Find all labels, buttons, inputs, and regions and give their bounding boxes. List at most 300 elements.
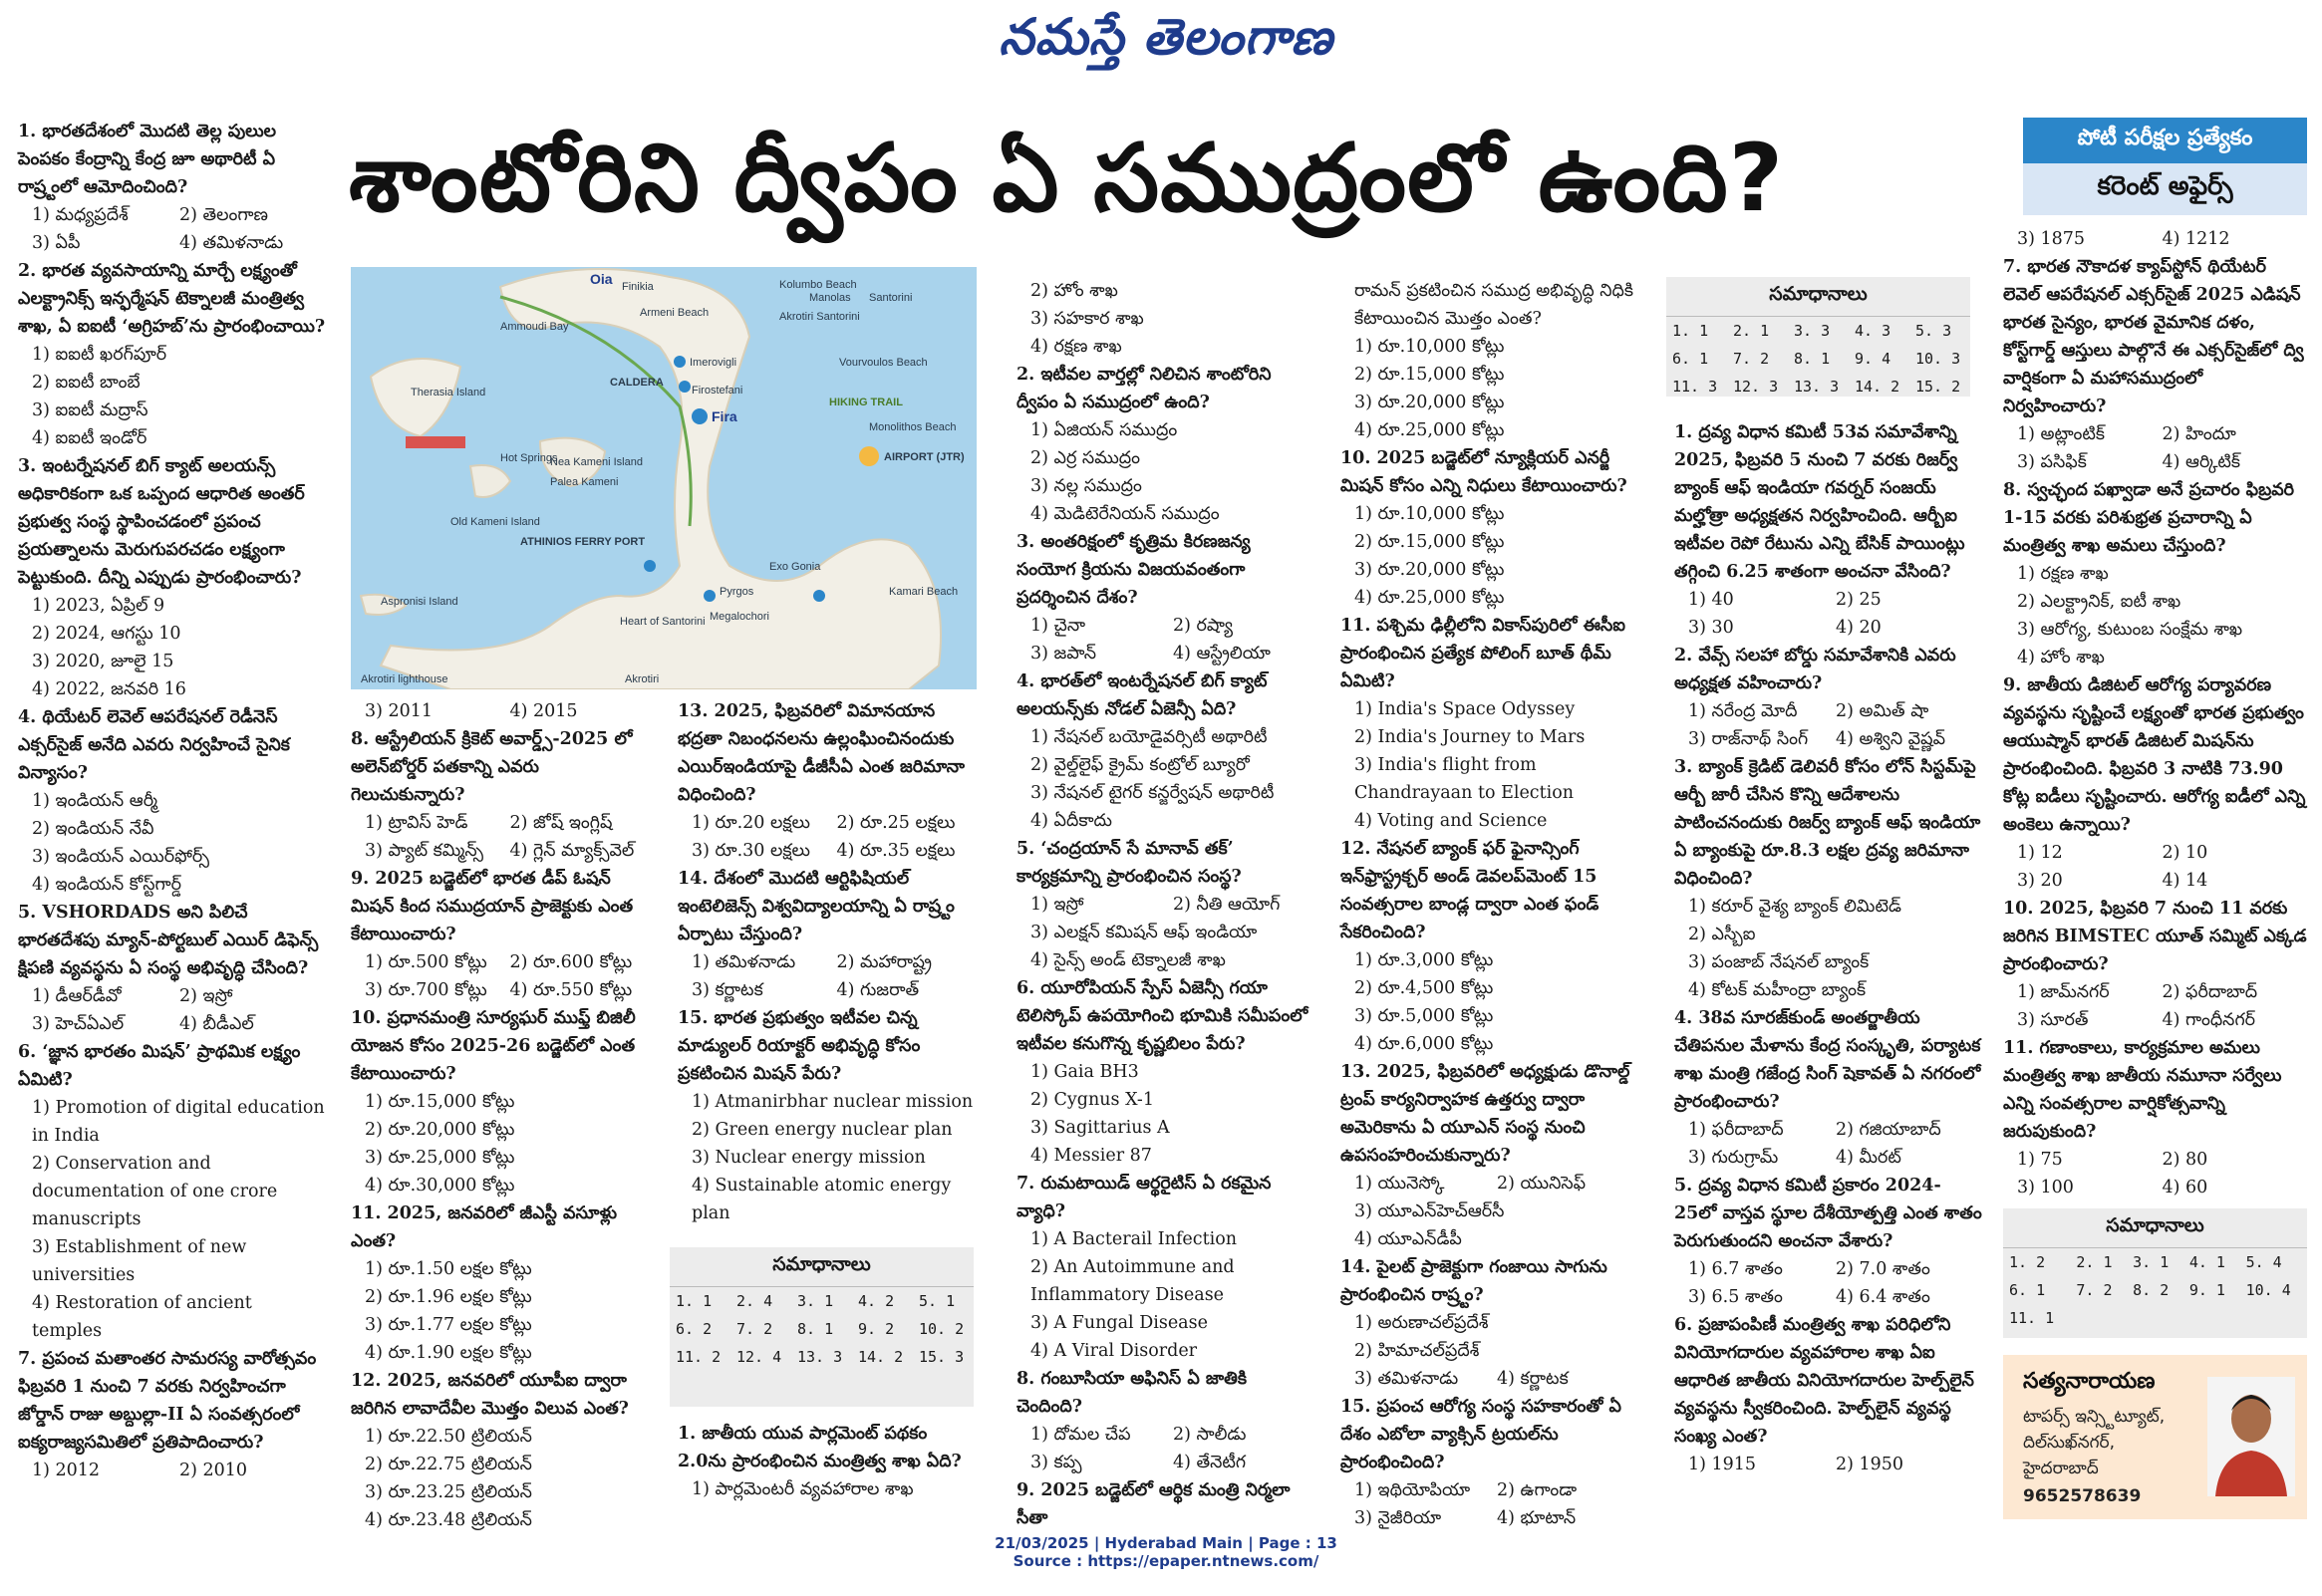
author-city: హైదరాబాద్ bbox=[2023, 1459, 2099, 1478]
author-photo bbox=[2207, 1377, 2295, 1496]
answer-cell: 15. 2 bbox=[1915, 378, 1961, 396]
question bbox=[18, 1345, 327, 1484]
option: 4) మెడిటెరేనియన్ సముద్రం bbox=[1030, 504, 1220, 524]
option-row bbox=[351, 837, 655, 865]
option-row bbox=[1340, 361, 1639, 389]
option: 2) జోష్ ఇంగ్లిష్ bbox=[509, 813, 613, 833]
option-row bbox=[2003, 1006, 2307, 1034]
option: 2) ఎలక్ట్రానిక్, ఐటీ శాఖ bbox=[2017, 592, 2181, 612]
option: 1) రూ.1.50 లక్షల కోట్లు bbox=[365, 1259, 532, 1279]
option-row bbox=[18, 843, 327, 871]
answers-row bbox=[670, 1343, 974, 1371]
map-label: Old Kameni Island bbox=[450, 516, 540, 528]
option-row bbox=[351, 1506, 655, 1534]
option: 4) హోం శాఖ bbox=[2017, 648, 2105, 667]
option: 4) ఐఐటీ ఇండోర్ bbox=[32, 428, 147, 448]
option-row bbox=[18, 787, 327, 815]
option: 4) మీరట్ bbox=[1836, 1148, 1901, 1168]
question-text: 14. దేశంలో మొదటి ఆర్టిఫిషియల్ ఇంటెలిజెన్స్ విశ్వవిద్యాలయాన్ని ఏ రాష్ర్టం ఏర్పాటు చేస్తుంది? bbox=[678, 869, 955, 944]
option: 1) Promotion of digital education in India bbox=[32, 1098, 325, 1146]
option-row bbox=[1674, 893, 1983, 921]
option: 3) రూ.1.77 లక్షల కోట్లు bbox=[365, 1315, 532, 1335]
map-label: Akrotiri Santorini bbox=[779, 311, 860, 323]
option-row bbox=[351, 1088, 655, 1116]
option-row bbox=[351, 1283, 655, 1311]
map-label: Kolumbo Beach bbox=[779, 279, 857, 291]
option-row bbox=[678, 837, 982, 865]
option-row bbox=[1016, 1086, 1315, 1114]
option: 4) 14 bbox=[2162, 871, 2208, 891]
option-row bbox=[1016, 751, 1315, 779]
option: 2) రూ.25 లక్షలు bbox=[836, 813, 956, 833]
question bbox=[678, 865, 982, 1004]
option-row bbox=[1340, 1476, 1639, 1504]
option-row bbox=[1340, 723, 1639, 751]
question bbox=[2003, 476, 2307, 671]
answer-cell bbox=[2127, 1304, 2183, 1332]
option-row bbox=[351, 809, 655, 837]
option: 3) Nuclear energy mission bbox=[692, 1148, 926, 1168]
map-label: HIKING TRAIL bbox=[829, 397, 903, 408]
column-4 bbox=[1016, 277, 1315, 1532]
option: 2) India's Journey to Mars bbox=[1354, 727, 1586, 747]
option-row bbox=[1016, 640, 1315, 667]
map-label: Finikia bbox=[622, 281, 654, 293]
question-text: 6. యూరోపియన్ స్పేస్ ఏజెన్సీ గయా టెలిస్కోప్ ఉపయోగించి భూమికి సమీపంలో ఇటీవల కనుగొన్న కృష్ణబిలం పేరు? bbox=[1016, 978, 1308, 1054]
option: 1) 12 bbox=[2017, 843, 2063, 863]
option: 2) 25 bbox=[1836, 590, 1882, 610]
option: 4) గుజరాత్ bbox=[836, 980, 920, 1000]
answer-cell: 2. 1 bbox=[1733, 322, 1770, 340]
option: 4) 2022, జనవరి 16 bbox=[32, 679, 186, 699]
option-row bbox=[18, 648, 327, 675]
option: 2) రూ.600 కోట్లు bbox=[509, 952, 633, 972]
answer-cell: 15. 3 bbox=[919, 1348, 965, 1366]
person-photo-icon bbox=[2207, 1377, 2295, 1496]
option: 1) 2012 bbox=[32, 1461, 101, 1480]
answer-cell: 10. 3 bbox=[1915, 350, 1961, 368]
question-text: 7. రుమటాయిడ్ ఆర్థరైటిస్ ఏ రకమైన వ్యాధి? bbox=[1016, 1174, 1272, 1221]
option: 1) తమిళనాడు bbox=[692, 952, 796, 972]
option-row bbox=[2003, 420, 2307, 448]
answers-table bbox=[670, 1287, 974, 1371]
column-3 bbox=[678, 697, 982, 1227]
option: 1) A Bacterail Infection bbox=[1030, 1229, 1238, 1249]
question bbox=[1674, 418, 1983, 642]
question bbox=[678, 697, 982, 865]
map-label: Manolas bbox=[809, 292, 851, 304]
map-label: Firostefani bbox=[692, 385, 743, 397]
answers-row bbox=[670, 1287, 974, 1315]
option-row bbox=[18, 201, 327, 229]
map-label: Imerovigli bbox=[690, 357, 737, 369]
option: 1) 6.7 శాతం bbox=[1688, 1259, 1783, 1279]
answer-cell: 11. 1 bbox=[2009, 1309, 2055, 1327]
question bbox=[1340, 835, 1639, 1058]
option-row bbox=[1340, 1225, 1639, 1253]
option: 2) వైల్డ్‌లైఫ్ క్రైమ్ కంట్రోల్ బ్యూరో bbox=[1030, 755, 1250, 775]
option: 4) గాంధీనగర్ bbox=[2162, 1010, 2256, 1030]
question-text: 7. భారత నౌకాదళ క్యాప్‌స్టోన్ థియేటర్ లెవెల్ ఆపరేషనల్ ఎక్సర్‌సైజ్ 2025 ఎడిషన్ భారత సైన్యం, భారత వైమానిక దళం, కోస్ట్‌గార్డ్ ఆస్తులు పాల్గొనే ఈ ఎక్సర్‌సైజ్‌లో ద్వి వార్షికంగా ఏ మహాసముద్రంలో నిర్వహించారు? bbox=[2003, 257, 2304, 416]
option: 1) ఫరీదాబాద్ bbox=[1688, 1120, 1784, 1140]
masthead-logo: నమస్తే తెలంగాణ bbox=[999, 8, 1333, 66]
question-text: 8. గంబూసియా అఫినిస్ ఏ జాతికి చెందింది? bbox=[1016, 1369, 1247, 1417]
option-row bbox=[1340, 277, 1639, 333]
question bbox=[1016, 361, 1315, 528]
question bbox=[18, 257, 327, 452]
question-text: 9. జాతీయ డిజిటల్ ఆరోగ్య పర్యావరణ వ్యవస్థను సృష్టించే లక్ష్యంతో భారత ప్రభుత్వం ఆయుష్మాన్ భారత్ డిజిటల్ మిషన్‌ను ప్రారంభించింది. ఫిబ్రవరి 3 నాటికి 73.90 కోట్ల ఐడీలు సృష్టించారు. ఆరోగ్య ఐడీలో ఎన్ని అంకెలు ఉన్నాయి? bbox=[2003, 675, 2306, 835]
answer-cell: 3. 1 bbox=[797, 1292, 834, 1310]
option-row bbox=[1016, 807, 1315, 835]
answers-table bbox=[1666, 317, 1970, 400]
question-text: 13. 2025, ఫిబ్రవరిలో విమానయాన భద్రతా నిబంధనలను ఉల్లంఘించినందుకు ఎయిర్‌ఇండియాపై డీజీసీఏ ఎంత జరిమానా విధించింది? bbox=[678, 701, 965, 805]
option-row bbox=[18, 369, 327, 397]
option: 1) అరుణాచల్‌ప్రదేశ్ bbox=[1354, 1313, 1489, 1333]
option: 2) Cygnus X-1 bbox=[1030, 1090, 1154, 1110]
column-7 bbox=[2003, 225, 2307, 1201]
answer-cell: 13. 3 bbox=[797, 1348, 843, 1366]
question-text: 4. 38వ సూరజ్‌కుండ్ అంతర్జాతీయ చేతిపనుల మేళాను కేంద్ర సంస్కృతి, పర్యాటక శాఖ మంత్రి గజేంద్ర సింగ్ షెకావత్ ఏ నగరంలో ప్రారంభించారు? bbox=[1674, 1008, 1981, 1112]
question bbox=[2003, 253, 2307, 476]
option-row bbox=[1340, 1309, 1639, 1337]
answer-cell bbox=[2240, 1304, 2307, 1332]
option: 3) రాజ్‌నాథ్ సింగ్ bbox=[1688, 729, 1809, 749]
option: 3) ఇండియన్ ఎయిర్‌ఫోర్స్ bbox=[32, 847, 210, 867]
answer-cell bbox=[2070, 1304, 2127, 1332]
option: 1) రూ.10,000 కోట్లు bbox=[1354, 504, 1505, 524]
option: 4) తమిళనాడు bbox=[179, 233, 284, 253]
option: 4) Sustainable atomic energy plan bbox=[692, 1176, 952, 1223]
option-row bbox=[1674, 1255, 1983, 1283]
option-row bbox=[351, 1116, 655, 1144]
answers-row bbox=[1666, 345, 1970, 373]
answer-cell: 8. 1 bbox=[797, 1320, 834, 1338]
option: 3) 6.5 శాతం bbox=[1688, 1287, 1783, 1307]
option: 4) Voting and Science bbox=[1354, 811, 1548, 831]
question-text: 1. భారతదేశంలో మొదటి తెల్ల పులుల పెంపకం కేంద్రాన్ని కేంద్ర జూ అథారిటీ ఏ రాష్ర్టంలో ఆమోదించింది? bbox=[18, 122, 277, 197]
option-row bbox=[2003, 839, 2307, 867]
map-label: Pyrgos bbox=[720, 586, 754, 598]
option: 4) 60 bbox=[2162, 1178, 2208, 1197]
option: 4) A Viral Disorder bbox=[1030, 1341, 1198, 1361]
option-row bbox=[1016, 1337, 1315, 1365]
option: 1) జామ్‌నగర్ bbox=[2017, 982, 2110, 1002]
question bbox=[678, 1420, 982, 1503]
option-row bbox=[1016, 919, 1315, 946]
map-label: Kamari Beach bbox=[889, 586, 959, 598]
question bbox=[351, 725, 655, 865]
option: 4) 2015 bbox=[509, 701, 578, 721]
option: 2) ఫరీదాబాద్ bbox=[2162, 982, 2258, 1002]
question bbox=[2003, 671, 2307, 895]
option: 4) సైన్స్ అండ్ టెక్నాలజీ శాఖ bbox=[1030, 950, 1226, 970]
option: 2) An Autoimmune and Inflammatory Disease bbox=[1030, 1257, 1235, 1305]
option: 2) 10 bbox=[2162, 843, 2208, 863]
answer-cell: 5. 1 bbox=[919, 1292, 956, 1310]
column-6 bbox=[1674, 418, 1983, 1478]
question-text: 2. ఇటీవల వార్తల్లో నిలిచిన శాంటోరిని ద్వీపం ఏ సముద్రంలో ఉంది? bbox=[1016, 365, 1272, 412]
option: 3) నైజీరియా bbox=[1354, 1508, 1442, 1528]
option-row bbox=[1340, 1337, 1639, 1365]
question bbox=[351, 865, 655, 1004]
option-row bbox=[351, 697, 655, 725]
option: 1) దోమల చేప bbox=[1030, 1425, 1131, 1445]
option-row bbox=[1340, 1030, 1639, 1058]
option-row bbox=[1340, 500, 1639, 528]
question bbox=[1016, 528, 1315, 667]
option: 3) నల్ల సముద్రం bbox=[1030, 476, 1142, 496]
option: 2) ఉగాండా bbox=[1497, 1480, 1578, 1500]
option: 1) డీఆర్‌డీవో bbox=[32, 986, 122, 1006]
answer-cell: 4. 1 bbox=[2188, 1253, 2225, 1271]
question bbox=[1016, 974, 1315, 1170]
option: 3) పంజాబ్ నేషనల్ బ్యాంక్ bbox=[1688, 952, 1870, 972]
option: 3) జపాన్ bbox=[1030, 644, 1097, 664]
question bbox=[351, 1004, 655, 1199]
option-row bbox=[1016, 333, 1315, 361]
option-row bbox=[18, 675, 327, 703]
option: 3) ఎలక్షన్ కమిషన్ ఆఫ్ ఇండియా bbox=[1030, 923, 1258, 942]
question-text: 9. 2025 బడ్జెట్‌లో ఆర్థిక మంత్రి నిర్మలా సీతా bbox=[1016, 1480, 1291, 1528]
question bbox=[1016, 1365, 1315, 1476]
option: 3) ప్యాట్ కమ్మిన్స్ bbox=[365, 841, 483, 861]
option: 2) రూ.4,500 కోట్లు bbox=[1354, 978, 1494, 998]
option-row bbox=[1016, 1114, 1315, 1142]
option: 4) అశ్విని వైష్ణవ్ bbox=[1836, 729, 1946, 749]
map-label: Therasia Island bbox=[411, 387, 486, 399]
option-row bbox=[18, 424, 327, 452]
option-row bbox=[678, 948, 982, 976]
option: 3) India's flight from Chandrayaan to Election bbox=[1354, 755, 1575, 803]
option: 1) Atmanirbhar nuclear mission bbox=[692, 1092, 974, 1112]
answer-cell: 10. 2 bbox=[919, 1320, 965, 1338]
option-row bbox=[1340, 1170, 1639, 1197]
option-row bbox=[1016, 444, 1315, 472]
option: 3) 2011 bbox=[365, 701, 434, 721]
answers-heading: సమాధానాలు bbox=[670, 1247, 974, 1287]
answer-cell: 4. 3 bbox=[1855, 322, 1891, 340]
option-row bbox=[1016, 1253, 1315, 1309]
option-row bbox=[1016, 500, 1315, 528]
option-row bbox=[1340, 584, 1639, 612]
option-row bbox=[1016, 723, 1315, 751]
option: 4) రూ.550 కోట్లు bbox=[509, 980, 633, 1000]
option-row bbox=[678, 1475, 982, 1503]
option-row bbox=[1674, 614, 1983, 642]
badge-line1: పోటీ పరీక్షల ప్రత్యేకం bbox=[2023, 118, 2307, 163]
map-label: Akrotiri bbox=[625, 673, 660, 685]
option-row bbox=[1674, 948, 1983, 976]
option-row bbox=[1016, 946, 1315, 974]
option-row bbox=[1016, 1449, 1315, 1476]
option: 2) రూ.20,000 కోట్లు bbox=[365, 1120, 515, 1140]
option: 1) India's Space Odyssey bbox=[1354, 699, 1576, 719]
option-row bbox=[678, 1172, 982, 1227]
option-row bbox=[1674, 921, 1983, 948]
option: 3) రూ.20,000 కోట్లు bbox=[1354, 393, 1505, 412]
option-row bbox=[2003, 616, 2307, 644]
option: 1) రూ.3,000 కోట్లు bbox=[1354, 950, 1494, 970]
option: 1) నరేంద్ర మోదీ bbox=[1688, 701, 1798, 721]
column-1 bbox=[18, 118, 327, 1484]
option: 4) గ్లెన్ మ్యాక్స్‌వెల్ bbox=[509, 841, 635, 861]
question-text: 5. ద్రవ్య విధాన కమిటీ ప్రకారం 2024-25లో వాస్తవ స్థూల దేశీయోత్పత్తి ఎంత శాతం పెరుగుతుందని అంచనా వేశారు? bbox=[1674, 1176, 1982, 1251]
question bbox=[18, 899, 327, 1038]
option: 1) రూ.10,000 కోట్లు bbox=[1354, 337, 1505, 357]
option: 3) గురుగ్రామ్ bbox=[1688, 1148, 1779, 1168]
option: 4) రూ.23.48 ట్రిలియన్ bbox=[365, 1510, 532, 1530]
santorini-map bbox=[351, 267, 977, 689]
answer-cell: 14. 2 bbox=[1855, 378, 1900, 396]
footer-line2: Source : https://epaper.ntnews.com/ bbox=[1013, 1552, 1319, 1570]
option: 1) ఇస్రో bbox=[1030, 895, 1084, 915]
footer-line1: 21/03/2025 | Hyderabad Main | Page : 13 bbox=[995, 1534, 1337, 1552]
option: 2) 2010 bbox=[179, 1461, 248, 1480]
option: 1) ఏజియన్ సముద్రం bbox=[1030, 420, 1178, 440]
option: 3) పసిఫిక్ bbox=[2017, 452, 2087, 472]
option-row bbox=[2003, 588, 2307, 616]
option: 3) ఐఐటీ మద్రాస్ bbox=[32, 400, 148, 420]
map-label: Santorini bbox=[869, 292, 913, 304]
option-row bbox=[18, 815, 327, 843]
option-row bbox=[351, 1423, 655, 1451]
option: 3) ఆరోగ్య, కుటుంబ సంక్షేమ శాఖ bbox=[2017, 620, 2243, 640]
option: 1) ఇథియోపియా bbox=[1354, 1480, 1471, 1500]
option-row bbox=[18, 1094, 327, 1150]
answer-cell: 1. 1 bbox=[1672, 322, 1709, 340]
option-row bbox=[1340, 751, 1639, 807]
option: 2) యునిసెఫ్ bbox=[1497, 1174, 1587, 1194]
option-row bbox=[2003, 225, 2307, 253]
question bbox=[678, 1004, 982, 1227]
option-row bbox=[2003, 867, 2307, 895]
option: 1) మధ్యప్రదేశ్ bbox=[32, 205, 129, 225]
question bbox=[1340, 444, 1639, 612]
question bbox=[18, 118, 327, 257]
option: 4) 1212 bbox=[2162, 229, 2230, 249]
answer-cell: 4. 2 bbox=[858, 1292, 895, 1310]
option-row bbox=[351, 1172, 655, 1199]
option-row bbox=[18, 1150, 327, 1233]
section-badge bbox=[2023, 118, 2307, 215]
option: 3) రూ.5,000 కోట్లు bbox=[1354, 1006, 1494, 1026]
author-institute: టాపర్స్ ఇన్స్టిట్యూట్, bbox=[2023, 1407, 2166, 1427]
option: 3) యూఎన్‌హెచ్‌ఆర్‌సీ bbox=[1354, 1201, 1505, 1221]
option-row bbox=[1340, 1365, 1639, 1393]
option-row bbox=[2003, 1146, 2307, 1174]
option: 1) రక్షణ శాఖ bbox=[2017, 564, 2109, 584]
answer-cell: 11. 2 bbox=[676, 1348, 722, 1366]
option: 4) Messier 87 bbox=[1030, 1146, 1152, 1166]
headline: శాంటోరిని ద్వీపం ఏ సముద్రంలో ఉంది? bbox=[349, 125, 1785, 233]
option: 2) ఇస్రో bbox=[179, 986, 233, 1006]
map-label: Exo Gonia bbox=[769, 561, 821, 573]
question-text: 4. భారత్‌లో ఇంటర్నేషనల్ బిగ్ క్యాట్ అలయన్స్‌కు నోడల్ ఏజెన్సీ ఏది? bbox=[1016, 671, 1268, 719]
option-row bbox=[1016, 1058, 1315, 1086]
option: 1) ఐఐటీ ఖరగ్‌పూర్ bbox=[32, 345, 167, 365]
question-text: 3. ఇంటర్నేషనల్ బిగ్ క్యాట్ అలయన్స్ అధికారికంగా ఒక ఒప్పంద ఆధారిత అంతర్ ప్రభుత్వ సంస్థ స్థాపించడంలో ప్రపంచ ప్రయత్నాలను మెరుగుపరచడం లక్ష్యంగా పెట్టుకుంది. దీన్ని ఎప్పుడు ప్రారంభించారు? bbox=[18, 456, 305, 588]
option-row bbox=[1340, 695, 1639, 723]
option-row bbox=[1016, 891, 1315, 919]
option-row bbox=[18, 229, 327, 257]
answer-cell: 9. 2 bbox=[858, 1320, 895, 1338]
answer-cell bbox=[2183, 1304, 2240, 1332]
option: 3) 1875 bbox=[2017, 229, 2086, 249]
option: 2) హిమాచల్‌ప్రదేశ్ bbox=[1354, 1341, 1480, 1361]
author-area: దిల్‌సుఖ్‌నగర్, bbox=[2023, 1433, 2116, 1453]
answer-cell: 9. 4 bbox=[1855, 350, 1891, 368]
option-row bbox=[1340, 389, 1639, 416]
option: 4) ఆస్ట్రేలియా bbox=[1173, 644, 1271, 664]
option: 2) నీతి ఆయోగ్ bbox=[1173, 895, 1281, 915]
option: 3) నేషనల్ టైగర్ కన్జర్వేషన్ అథారిటీ bbox=[1030, 783, 1275, 803]
question bbox=[1016, 1170, 1315, 1365]
option-row bbox=[2003, 1174, 2307, 1201]
option: 2) రూ.15,000 కోట్లు bbox=[1354, 365, 1505, 385]
option-row bbox=[678, 1144, 982, 1172]
option: 2) మహారాష్ట్ర bbox=[836, 952, 933, 972]
option-row bbox=[1016, 1225, 1315, 1253]
answers-table bbox=[2003, 1248, 2307, 1332]
answer-cell: 7. 2 bbox=[2076, 1281, 2113, 1299]
option-row bbox=[1674, 1451, 1983, 1478]
option-row bbox=[351, 1144, 655, 1172]
question bbox=[1340, 612, 1639, 835]
option: 3) తమిళనాడు bbox=[1354, 1369, 1459, 1389]
option: 2) రూ.1.96 లక్షల కోట్లు bbox=[365, 1287, 532, 1307]
option-row bbox=[18, 620, 327, 648]
option-row bbox=[18, 871, 327, 899]
author-phone: 9652578639 bbox=[2023, 1486, 2142, 1506]
question-text: 10. ప్రధానమంత్రి సూర్యఘర్ ముఫ్త్ బిజిలీ యోజన కోసం 2025-26 బడ్జెట్‌లో ఎంత కేటాయించారు? bbox=[351, 1008, 636, 1084]
option-row bbox=[1340, 807, 1639, 835]
option: 3) రూ.20,000 కోట్లు bbox=[1354, 560, 1505, 580]
option-row bbox=[351, 948, 655, 976]
question-text: 11. గణాంకాలు, కార్యక్రమాల అమలు మంత్రిత్వ శాఖ జాతీయ నమూనా సర్వేలు ఎన్ని సంవత్సరాల వార్షికోత్సవాన్ని జరుపుకుంది? bbox=[2003, 1038, 2282, 1142]
option-row bbox=[1016, 1421, 1315, 1449]
answer-cell: 14. 2 bbox=[858, 1348, 904, 1366]
option: 2) గజియాబాద్ bbox=[1836, 1120, 1941, 1140]
question-text: 3. అంతరిక్షంలో కృత్రిమ కిరణజన్య సంయోగ క్రియను విజయవంతంగా ప్రదర్శించిన దేశం? bbox=[1016, 532, 1251, 608]
question bbox=[1674, 1004, 1983, 1172]
option: 1) ట్రావిస్ హెడ్ bbox=[365, 813, 468, 833]
option: 4) భూటాన్ bbox=[1497, 1508, 1577, 1528]
option: 1) ఇండియన్ ఆర్మీ bbox=[32, 791, 157, 811]
option: 3) సహకార శాఖ bbox=[1030, 309, 1144, 329]
question bbox=[1340, 1058, 1639, 1253]
map-label: Megalochori bbox=[710, 611, 769, 623]
option: 1) 1915 bbox=[1688, 1455, 1757, 1474]
map-label: Ammoudi Bay bbox=[500, 321, 569, 333]
option-row bbox=[1340, 333, 1639, 361]
option: 1) యునెస్కో bbox=[1354, 1174, 1445, 1194]
answers-heading: సమాధానాలు bbox=[1666, 277, 1970, 317]
question-text: 1. ద్రవ్య విధాన కమిటీ 53వ సమావేశాన్ని 2025, ఫిబ్రవరి 5 నుంచి 7 వరకు రిజర్వ్ బ్యాంక్ ఆఫ్ ఇండియా గవర్నర్ సంజయ్ మల్హోత్రా అధ్యక్షతన నిర్వహించింది. ఆర్బీఐ ఇటీవల రెపో రేటును ఎన్ని బేసిక్ పాయింట్లు తగ్గించి 6.25 శాతంగా అంచనా వేసింది? bbox=[1674, 422, 1965, 582]
answer-cell: 9. 1 bbox=[2188, 1281, 2225, 1299]
answer-cell: 5. 3 bbox=[1915, 322, 1952, 340]
option: 2) 2024, ఆగస్టు 10 bbox=[32, 624, 181, 644]
map-label: Nea Kameni Island bbox=[550, 456, 643, 468]
answer-cell: 2. 1 bbox=[2076, 1253, 2113, 1271]
question-text: 6. ప్రజాపంపిణీ మంత్రిత్వ శాఖ పరిధిలోని వినియోగదారుల వ్యవహారాల శాఖ ఏఐ ఆధారిత జాతీయ వినియోగదారుల హెల్ప్‌లైన్ వ్యవస్థను స్వీకరించింది. హెల్ప్‌లైన్ వ్యవస్థ సంఖ్య ఎంత? bbox=[1674, 1315, 1974, 1447]
answer-cell: 7. 2 bbox=[1733, 350, 1770, 368]
option-row bbox=[678, 1116, 982, 1144]
option: 2) రూ.15,000 కోట్లు bbox=[1354, 532, 1505, 552]
option-row bbox=[1016, 1309, 1315, 1337]
question bbox=[351, 1367, 655, 1534]
answers-box-2 bbox=[1666, 277, 1970, 397]
option: 4) ఏదీకాదు bbox=[1030, 811, 1112, 831]
